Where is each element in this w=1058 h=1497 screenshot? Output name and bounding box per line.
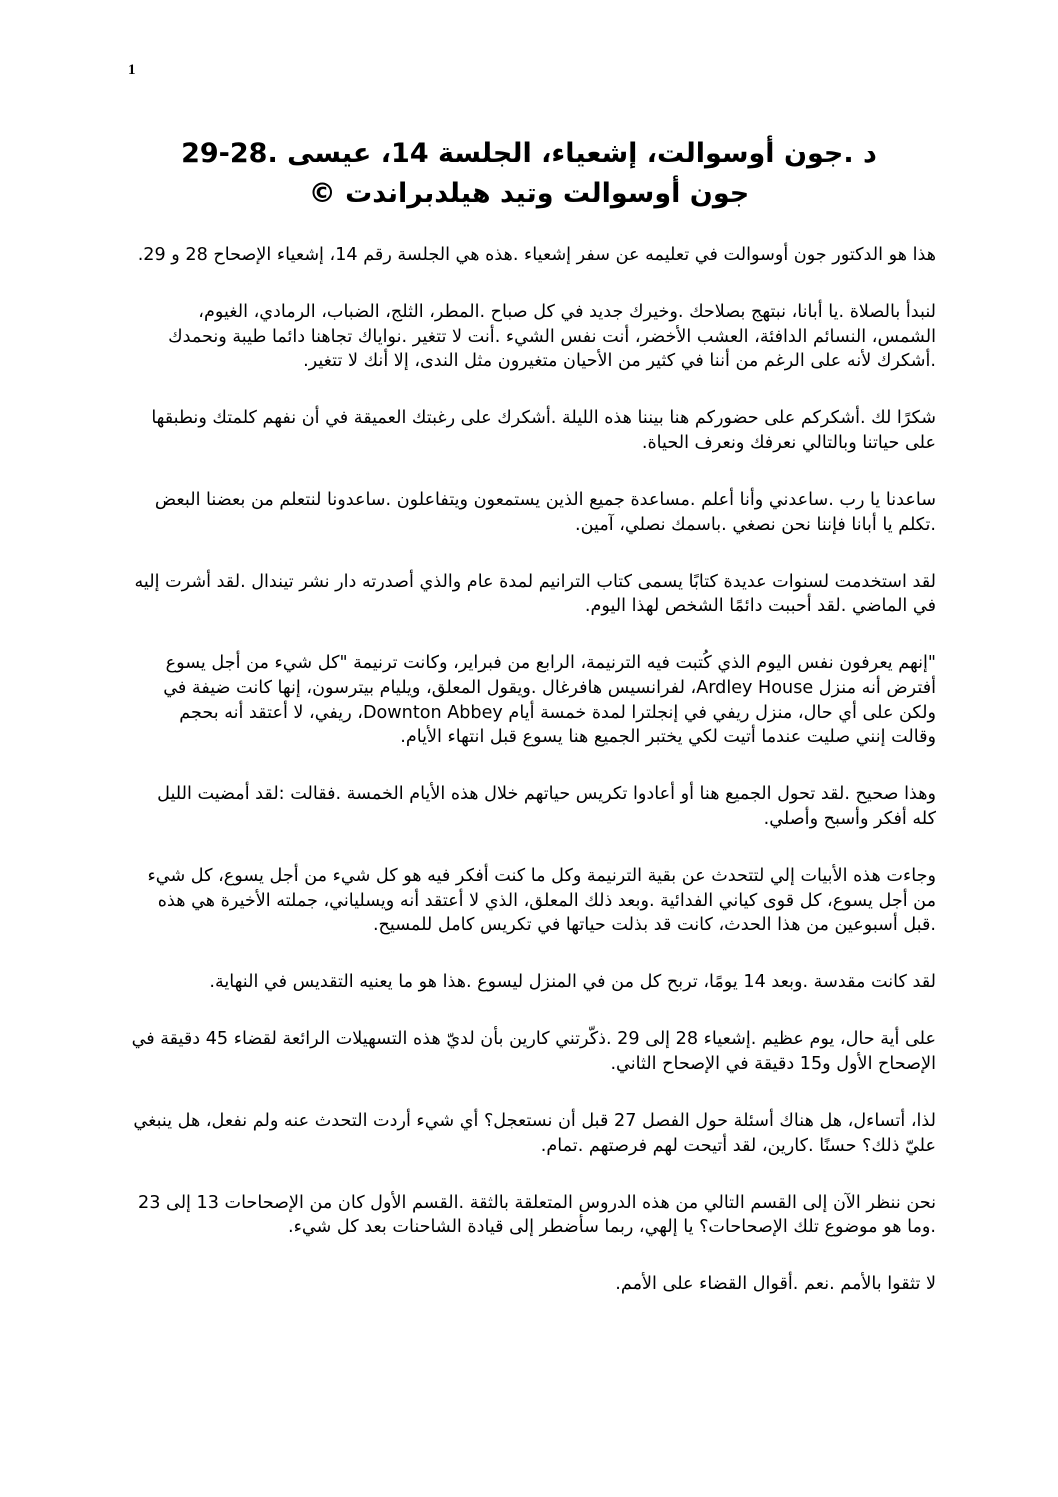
paragraph-questions: لذا، أتساءل، هل هناك أسئلة حول الفصل 27 قبل أن نستعجل؟ أي شيء أردت التحدث عنه ولم نفعل، هل ينبغي عليّ ذلك؟ حسنًا .كارين، لقد أتيحت لهم فرصتهم .تمام. [133,1111,936,1156]
document-title [120,134,938,214]
paragraph-rededication: وهذا صحيح .لقد تحول الجميع هنا أو أعادوا تكريس حياتهم خلال هذه الأيام الخمسة .فقالت :لقد أمضيت الليل كله أفكر وأسبح وأصلي. [157,784,936,829]
document-body [130,243,936,1330]
paragraph-help: ساعدنا يا رب .ساعدني وأنا أعلم .مساعدة جميع الذين يستمعون ويتفاعلون .ساعدونا لنتعلم من بعضنا البعض .تكلم يا أبانا فإننا نحن نصغي .باسمك نصلي، آمين. [154,490,936,535]
paragraph-great-day: على أية حال، يوم عظيم .إشعياء 28 إلى 29 .ذكّرتني كارين بأن لديّ هذه التسهيلات الرائعة لقضاء 45 دقيقة في الإصحاح الأول و15 دقيقة في الإصحاح الثاني. [131,1029,936,1074]
title-line-2: جون أوسوالت وتيد هيلدبراندت © [308,178,750,209]
paragraph-prayer: لنبدأ بالصلاة .يا أبانا، نبتهج بصلاحك .وخيرك جديد في كل صباح .المطر، الثلج، الضباب، الرمادي، الغيوم، الشمس، النسائم الدافئة، العشب الأخضر، أنت نفس الشيء .أنت لا تتغير .نواياك تجاهنا دائما طيبة ونحمدك .أشكرك لأنه على الرغم من أننا في كثير من الأحيان متغيرون مثل الندى، إلا أنك لا تتغير. [168,302,936,372]
page-number: 1 [128,62,136,78]
title-line-1: د .جون أوسوالت، إشعياء، الجلسة 14، عيسى .28-29 [181,138,877,169]
paragraph-sanctification: لقد كانت مقدسة .وبعد 14 يومًا، تربح كل من في المنزل ليسوع .هذا هو ما يعنيه التقديس في النهاية. [209,972,936,993]
paragraph-intro: هذا هو الدكتور جون أوسوالت في تعليمه عن سفر إشعياء .هذه هي الجلسة رقم 14، إشعياء الإصحاح 28 و 29. [137,245,936,265]
paragraph-nations: لا تثقوا بالأمم .نعم .أقوال القضاء على الأمم. [615,1274,936,1295]
paragraph-hymn-book: لقد استخدمت لسنوات عديدة كتابًا يسمى كتاب الترانيم لمدة عام والذي أصدرته دار نشر تيندال .لقد أشرت إليه في الماضي .لقد أحببت دائمًا الشخص لهذا اليوم. [134,571,936,617]
paragraph-thanks: شكرًا لك .أشكركم على حضوركم هنا بيننا هذه الليلة .أشكرك على رغبتك العميقة في أن نفهم كلمتك ونطبقها على حياتنا وبالتالي نعرفك ونعرف الحياة. [151,408,936,453]
paragraph-next-section: نحن ننظر الآن إلى القسم التالي من هذه الدروس المتعلقة بالثقة .القسم الأول كان من الإصحاحات 13 إلى 23 .وما هو موضوع تلك الإصحاحات؟ يا إلهي، ربما سأضطر إلى قيادة الشاحنات بعد كل شيء. [138,1192,936,1238]
paragraph-verses: وجاءت هذه الأبيات إلي لتتحدث عن بقية الترنيمة وكل ما كنت أفكر فيه هو كل شيء من أجل يسوع، كل شيء من أجل يسوع، كل قوى كياني الفدائية .وبعد ذلك المعلق، الذي لا أعتقد أنه ويسلياني، جملته الأخيرة هي هذه .قبل أسبوعين من هذا الحدث، كانت قد بذلت حياتها في تكريس كامل للمسيح. [147,866,936,936]
paragraph-hymn-story: "إنهم يعرفون نفس اليوم الذي كُتبت فيه الترنيمة، الرابع من فبراير، وكانت ترنيمة "كل شيء من أجل يسوع أفترض أنه منزل Ardley House، لفرانسيس هافرغال .ويقول المعلق، ويليام بيترسون، إنها كانت ضيفة في ولكن على أي حال، منزل ريفي في إنجلترا لمدة خمسة أيام Downton Abbey، ريفي، لا أعتقد أنه بحجم وقالت إنني صليت عندما أتيت لكي يختبر الجميع هنا يسوع قبل انتهاء الأيام. [163,653,936,748]
